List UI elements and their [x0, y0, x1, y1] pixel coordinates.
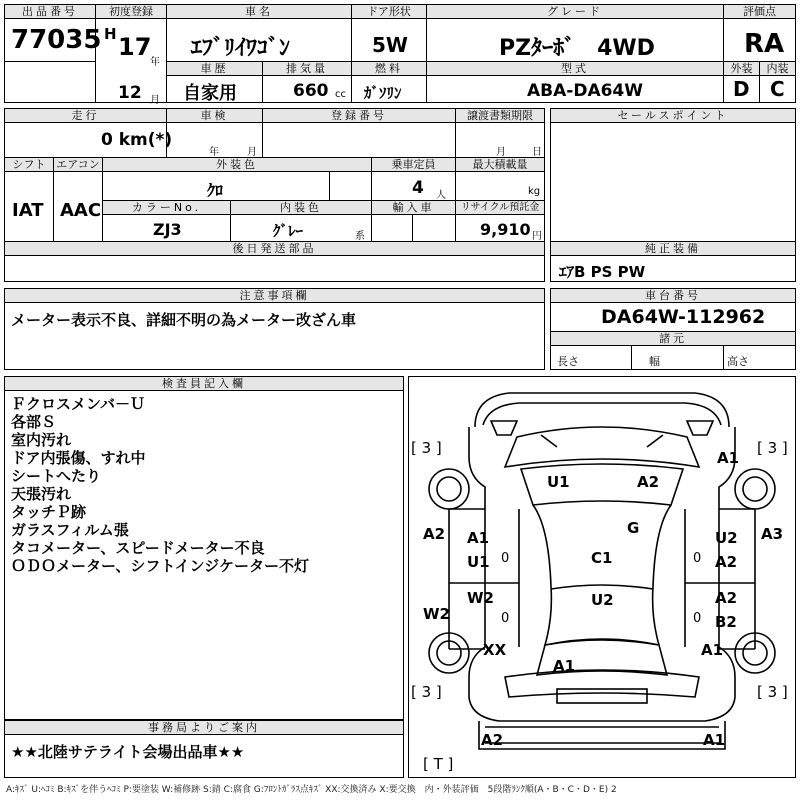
- displacement: 660: [293, 81, 329, 101]
- max-load-label: 最大積載量: [456, 158, 544, 172]
- score: RA: [744, 29, 785, 59]
- inspector-line: ＯＤＯメーター、シフトインジケーター不灯: [11, 557, 309, 575]
- inspector-line: 各部Ｓ: [11, 413, 57, 431]
- mark-u2-center: U2: [591, 591, 614, 609]
- import-label: 輸入車: [372, 201, 455, 215]
- car-name-label: 車名: [167, 5, 351, 19]
- office-note: ★★北陸サテライト会場出品車★★: [11, 743, 245, 761]
- bracket-bottom-left: [ 3 ]: [411, 683, 442, 701]
- inspector-cell: [4, 376, 404, 720]
- capacity-unit: 人: [436, 190, 446, 201]
- era-mark: H: [104, 25, 117, 43]
- reg-month-unit: 月: [150, 95, 160, 106]
- mark-zero-left-1: 0: [501, 551, 510, 566]
- interior-label: 内装: [760, 62, 795, 76]
- shift-label: シフト: [5, 158, 53, 172]
- score-cell: [723, 4, 796, 62]
- mark-u2-right-door: U2: [715, 529, 738, 547]
- inspector-line: ガラスフィルム張: [11, 521, 129, 539]
- mark-zero-right-1: 0: [693, 551, 702, 566]
- mark-a2-bottom-left: A2: [481, 731, 504, 749]
- lot-number-empty: [4, 61, 96, 103]
- color-no-label: カラーNo.: [103, 201, 230, 215]
- history: 自家用: [183, 83, 237, 104]
- displacement-label: 排気量: [263, 62, 351, 76]
- capacity-cell: [371, 157, 456, 201]
- car-name-cell: [166, 4, 352, 62]
- ext-color-cell: [102, 157, 372, 201]
- interior-score: C: [770, 77, 785, 101]
- transfer-cell: [455, 108, 545, 158]
- equipment-cell: [550, 241, 796, 282]
- chassis-number: DA64W-112962: [601, 306, 766, 328]
- model-cell: [426, 61, 724, 103]
- inspector-line: シートへたり: [11, 467, 102, 485]
- car-name: ｴﾌﾞﾘｲﾜｺﾞﾝ: [191, 36, 291, 61]
- mark-w2-left-door: W2: [467, 589, 494, 607]
- first-registration-label: 初度登録: [96, 5, 166, 19]
- mark-u1-left-door: U1: [467, 553, 490, 571]
- lot-number-cell: [4, 4, 102, 62]
- inspector-notes: [11, 395, 401, 575]
- grade: PZﾀｰﾎﾞ 4WD: [499, 36, 655, 61]
- ext-color-divider: [329, 172, 330, 201]
- sales-point-cell: [550, 108, 796, 242]
- ext-color-label: 外装色: [103, 158, 371, 172]
- office-label: 事務局よりご案内: [5, 721, 403, 735]
- mark-a1-left-door: A1: [467, 529, 490, 547]
- door-type: 5W: [372, 33, 408, 57]
- int-color-cell: [230, 200, 372, 242]
- bracket-bottom: [ T ]: [423, 755, 454, 773]
- int-color: ｸﾞﾚｰ: [273, 222, 304, 240]
- height-label: 高さ: [727, 355, 749, 368]
- caution-label: 注意事項欄: [5, 289, 544, 303]
- mark-zero-left-2: 0: [501, 611, 510, 626]
- fuel-label: 燃料: [352, 62, 426, 76]
- history-cell: [166, 61, 263, 103]
- lot-number-label: 出品番号: [5, 5, 95, 19]
- ac: AAC: [60, 200, 102, 221]
- sales-point-label: セールスポイント: [551, 109, 795, 123]
- int-color-unit: 系: [355, 231, 365, 242]
- legend: A:ｷｽﾞ U:ﾍｺﾐ B:ｷｽﾞを伴うﾍｺﾐ P:要塗装 W:補修跡 S:錆 C:腐食 G:ﾌﾛﾝﾄｶﾞﾗｽ点ｷｽﾞ XX:交換済み X:要交換 内・外装評価 5段階ﾗﾝｸ順(A・B・C・D・E) 2: [6, 785, 617, 795]
- reg-number-cell: [262, 108, 456, 158]
- spec-divider-2: [723, 345, 724, 370]
- interior-cell: [759, 61, 796, 103]
- fuel-cell: [351, 61, 427, 103]
- bracket-top-left: [ 3 ]: [411, 439, 442, 457]
- recycle-label: リサイクル預託金: [456, 201, 544, 215]
- inspector-line: Ｆクロスメンバ－Ｕ: [11, 395, 145, 413]
- capacity: 4: [412, 178, 424, 198]
- inspector-line: タッチＰ跡: [11, 503, 87, 521]
- mark-a2-roof: A2: [637, 473, 660, 491]
- inspector-line: 室内汚れ: [11, 431, 72, 449]
- inspection-month-unit: 月: [247, 147, 257, 158]
- mark-u1-roof: U1: [547, 473, 570, 491]
- reg-month: 12: [118, 83, 142, 103]
- reg-number-label: 登録番号: [263, 109, 455, 123]
- spec-label: 諸元: [551, 331, 795, 346]
- mark-a1-front-right: A1: [717, 449, 740, 467]
- later-parts-label: 後日発送部品: [5, 242, 544, 256]
- model: ABA-DA64W: [527, 81, 644, 101]
- mark-xx: XX: [483, 641, 507, 659]
- exterior-cell: [723, 61, 760, 103]
- mark-c1: C1: [591, 549, 613, 567]
- inspector-line: タコメーター、スピードメーター不良: [11, 539, 265, 557]
- lot-number: 77035: [11, 25, 102, 55]
- score-label: 評価点: [724, 5, 795, 19]
- reg-year-unit: 年: [150, 57, 160, 68]
- equipment-label: 純正装備: [551, 242, 795, 256]
- first-registration-cell: [95, 4, 167, 106]
- capacity-label: 乗車定員: [372, 158, 455, 172]
- door-cell: [351, 4, 427, 62]
- chassis-cell: [550, 288, 796, 370]
- inspection-cell: [166, 108, 263, 158]
- color-no: ZJ3: [153, 220, 182, 239]
- ac-label: エアコン: [54, 158, 102, 172]
- int-color-label: 内装色: [231, 201, 371, 215]
- inspection-year-unit: 年: [209, 147, 219, 158]
- office-cell: [4, 720, 404, 778]
- recycle-fee: 9,910: [480, 220, 531, 239]
- chassis-label: 車台番号: [551, 289, 795, 303]
- bracket-bottom-right: [ 3 ]: [757, 683, 788, 701]
- transfer-label: 譲渡書類期限: [456, 109, 544, 123]
- recycle-cell: [455, 200, 545, 242]
- mark-a1-rear: A1: [553, 657, 576, 675]
- model-label: 型式: [427, 62, 723, 76]
- inspector-label: 検査員記入欄: [5, 377, 403, 391]
- width-label: 幅: [649, 355, 660, 368]
- length-label: 長さ: [557, 355, 579, 368]
- mark-a3-right: A3: [761, 525, 784, 543]
- shift-cell: [4, 157, 54, 242]
- max-load-unit: kg: [528, 186, 541, 197]
- mark-a1-bottom-right: A1: [703, 731, 726, 749]
- transfer-day-unit: 日: [532, 147, 542, 158]
- displacement-unit: cc: [335, 89, 346, 100]
- caution-text: メーター表示不良、詳細不明の為メーター改ざん車: [11, 311, 357, 329]
- import-divider: [412, 215, 413, 242]
- ext-color: ｸﾛ: [207, 181, 224, 200]
- mark-a2-right-rear: A2: [715, 589, 738, 607]
- mark-b2-right-rear: B2: [715, 613, 737, 631]
- history-label: 車歴: [167, 62, 262, 76]
- caution-cell: [4, 288, 545, 370]
- mileage: 0 km(*): [101, 130, 173, 150]
- bracket-top-right: [ 3 ]: [757, 439, 788, 457]
- inspector-line: ドア内張傷、すれ中: [11, 449, 146, 467]
- transfer-month-unit: 月: [496, 147, 506, 158]
- inspector-line: 天張汚れ: [11, 485, 72, 503]
- mark-g: G: [627, 519, 640, 537]
- fuel: ｶﾞｿﾘﾝ: [364, 84, 402, 102]
- mark-zero-right-2: 0: [693, 611, 702, 626]
- max-load-cell: [455, 157, 545, 201]
- exterior-label: 外装: [724, 62, 759, 76]
- exterior-score: D: [733, 77, 750, 101]
- import-cell: [371, 200, 456, 242]
- car-outline: [409, 377, 795, 777]
- displacement-cell: [262, 61, 352, 103]
- grade-cell: [426, 4, 724, 62]
- spec-divider-1: [631, 345, 632, 370]
- door-label: ドア形状: [352, 5, 426, 19]
- color-no-cell: [102, 200, 231, 242]
- mark-a2-left: A2: [423, 525, 446, 543]
- ac-cell: [53, 157, 103, 242]
- mark-a1-rear-right: A1: [701, 641, 724, 659]
- damage-diagram: [408, 376, 796, 778]
- later-parts-cell: [4, 241, 545, 282]
- recycle-unit: 円: [532, 231, 542, 242]
- grade-label: グレード: [427, 5, 723, 19]
- reg-year: 17: [118, 33, 152, 61]
- inspection-label: 車検: [167, 109, 262, 123]
- mark-a2-right-door: A2: [715, 553, 738, 571]
- mileage-label: 走行: [5, 109, 166, 123]
- shift: IAT: [12, 200, 44, 221]
- equipment: ｴｱB PS PW: [559, 263, 646, 281]
- mark-w2-left: W2: [423, 605, 450, 623]
- mileage-cell: [4, 108, 173, 158]
